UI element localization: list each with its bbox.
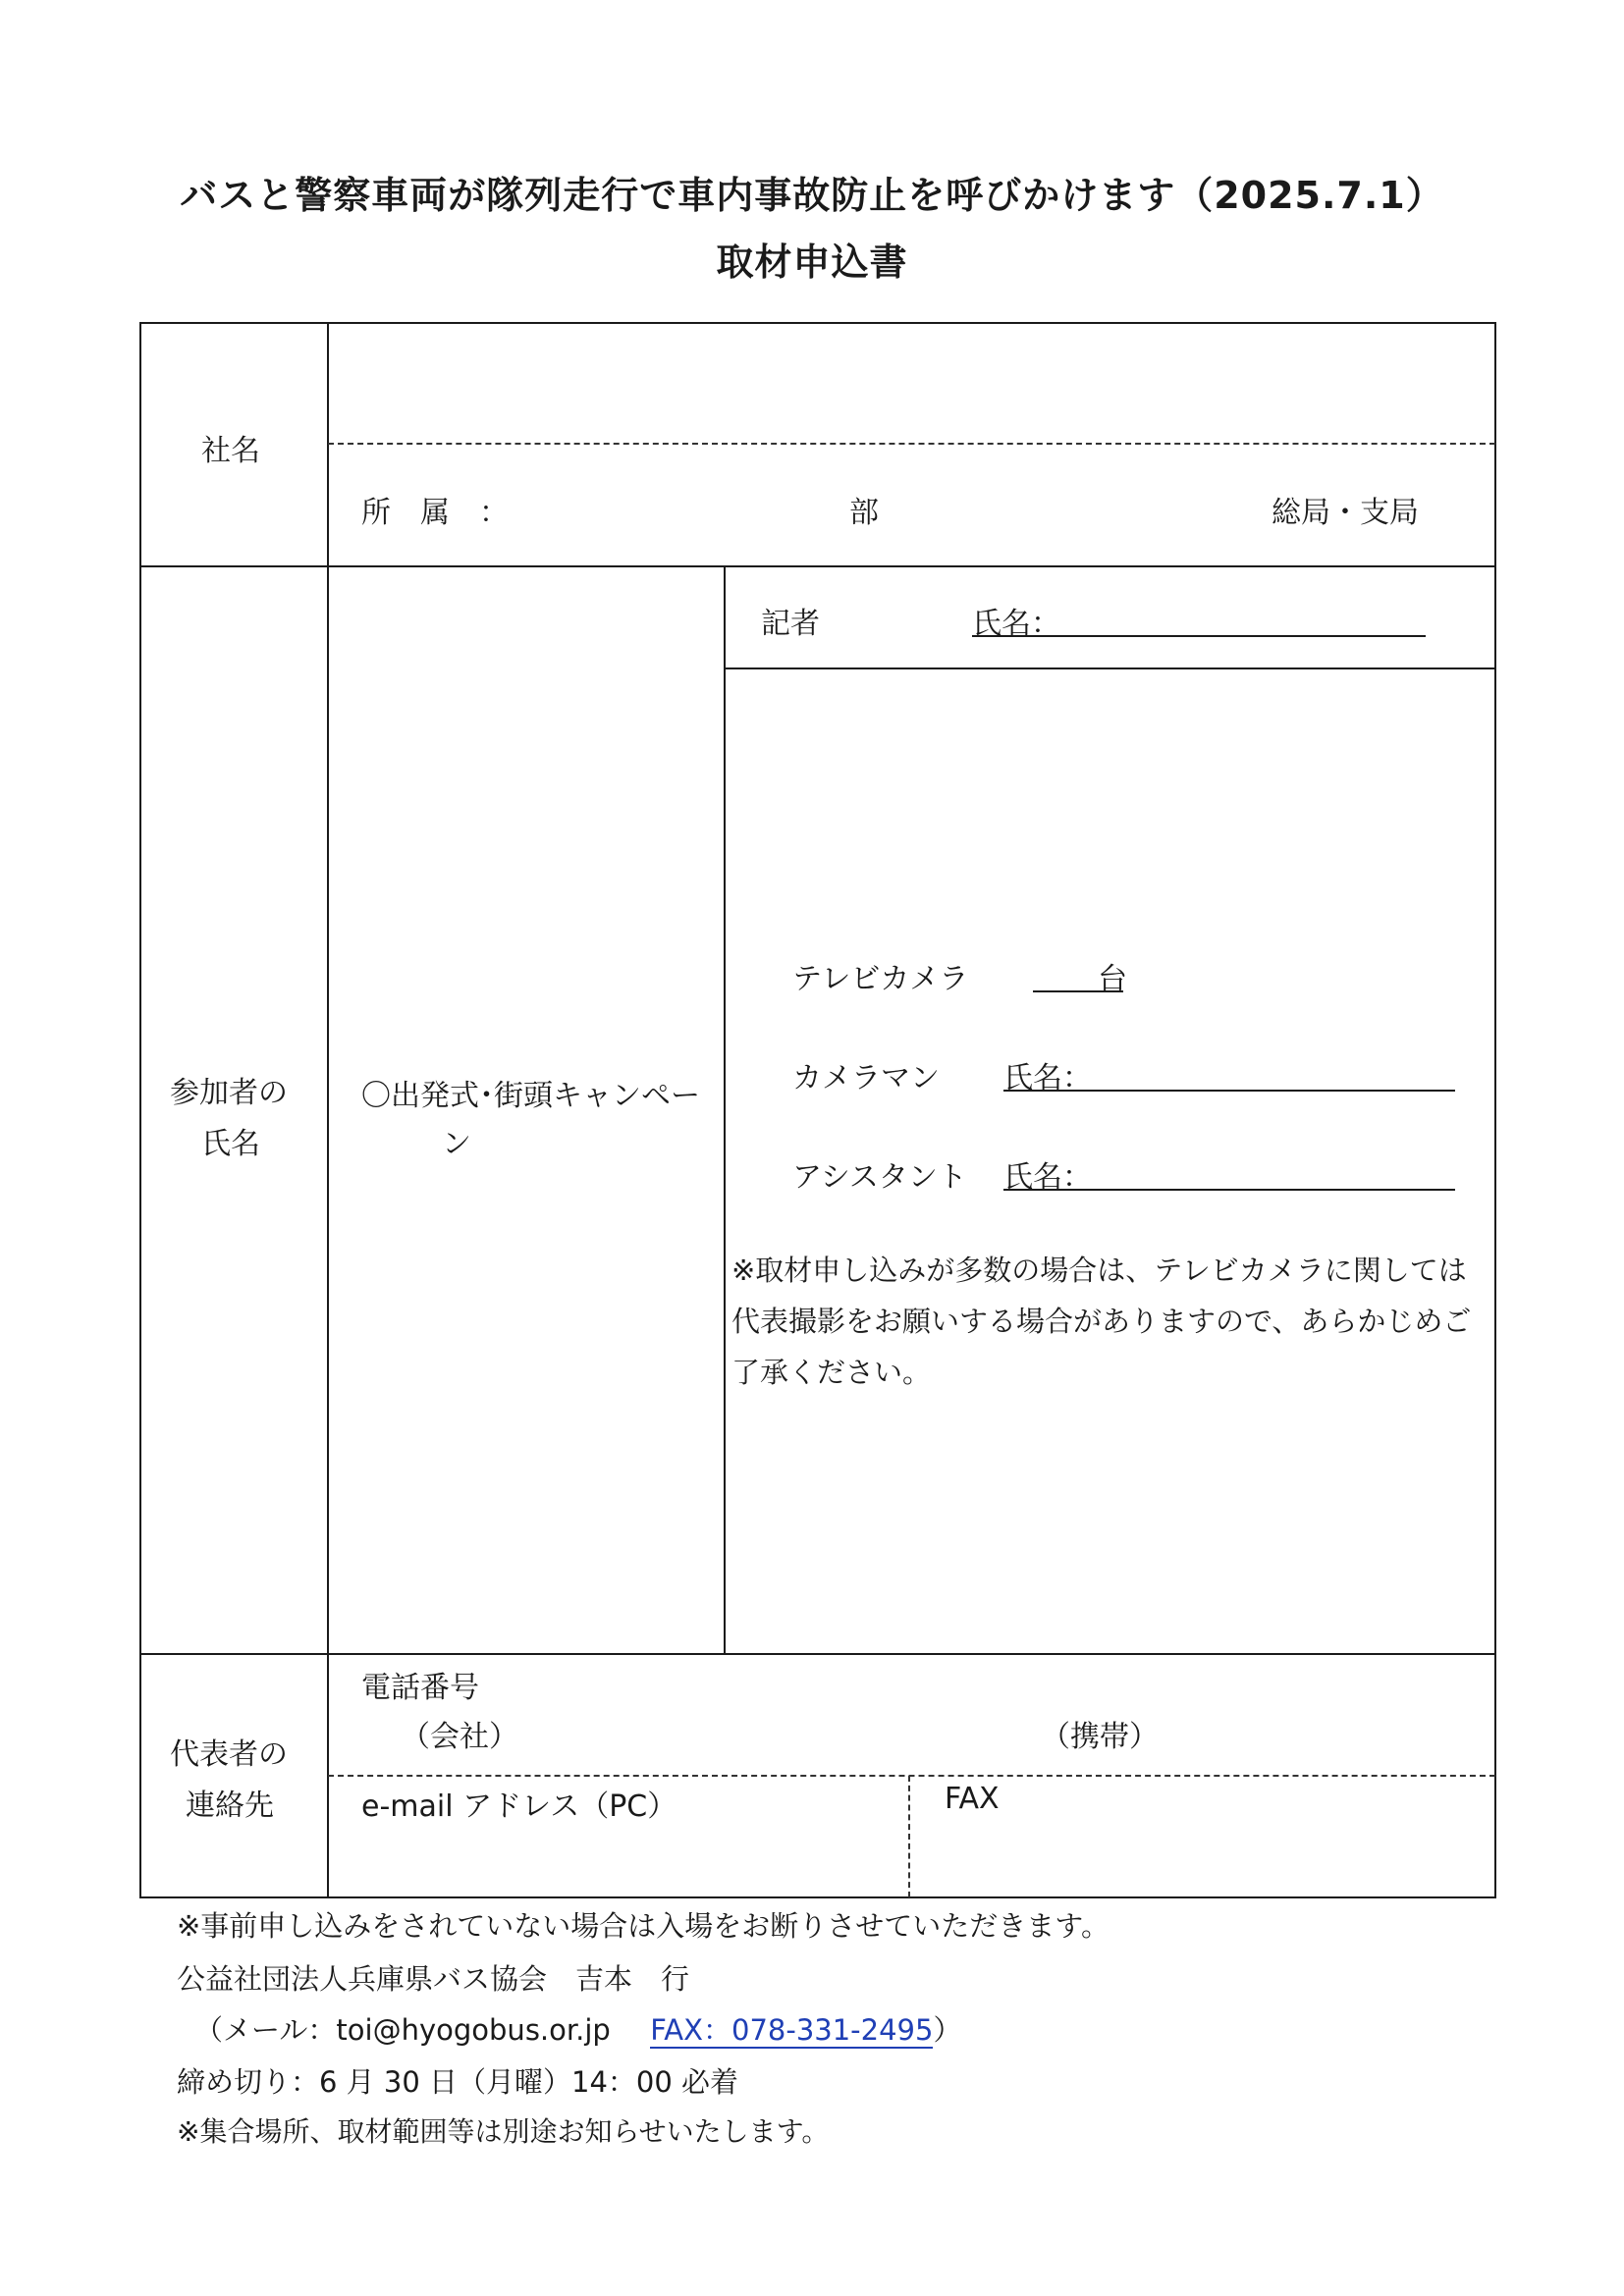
contact-label-line2: 連絡先 [186,1789,274,1823]
tv-camera-unit: 台 [1098,962,1127,996]
tv-camera-count-underline [1033,990,1123,992]
deadline-text: 締め切り：6 月 30 日（月曜）14：00 必着 [177,2065,739,2099]
cameraman-name-label: 氏名： [1003,1061,1092,1095]
event-name-line1: 〇出発式･街頭キャンペー [361,1079,700,1113]
email-fax-dashed-divider [908,1776,910,1897]
fax-label: FAX [945,1782,1000,1816]
reporter-name-underline [972,635,1426,637]
fax-number-link[interactable]: FAX：078-331-2495 [650,2013,934,2047]
cameraman-name-underline [1003,1090,1455,1092]
company-phone-label: （会社） [401,1720,518,1754]
company-dashed-divider [328,443,1495,445]
email-label: e-mail アドレス（PC） [361,1789,677,1824]
document-subtitle: 取材申込書 [716,240,908,284]
tv-camera-pool-note: ※取材申し込みが多数の場合は、テレビカメラに関しては代表撮影をお願いする場合がありますので、あらかじめご了承ください。 [731,1254,1472,1389]
assistant-label: アシスタント [792,1160,967,1195]
event-column-divider [724,565,726,1653]
assistant-name-underline [1003,1189,1455,1191]
reporter-label: 記者 [761,607,820,641]
contact-details [194,2008,961,2049]
contact-details-close: ） [933,2013,962,2047]
affiliation-label: 所 属 ： [361,496,509,530]
cameraman-label: カメラマン [792,1061,940,1095]
registration-notice: ※事前申し込みをされていない場合は入場をお断りさせていただきます。 [177,1909,1110,1943]
document-title: バスと警察車両が隊列走行で車内事故防止を呼びかけます（2025.7.1） [180,174,1444,217]
organization-contact: 公益社団法人兵庫県バス協会 吉本 行 [177,1962,690,1996]
contact-dashed-divider [328,1775,1495,1777]
phone-number-label: 電話番号 [361,1671,479,1705]
reporter-row-divider [725,667,1495,669]
contact-label-line1: 代表者の [170,1737,288,1772]
mobile-phone-label: （携帯） [1041,1720,1159,1754]
company-name-label: 社名 [201,434,260,468]
department-label: 部 [849,496,879,530]
event-name-line2: ン [442,1127,471,1161]
meeting-place-note: ※集合場所、取材範囲等は別途お知らせいたします。 [177,2115,830,2148]
email-address[interactable]: （メール：toi@hyogobus.or.jp [194,2013,611,2047]
tv-camera-label: テレビカメラ [792,962,969,996]
label-column-divider [327,323,329,1897]
row-divider-participants [140,1653,1495,1655]
reporter-name-label: 氏名： [972,607,1060,641]
participants-label-line2: 氏名 [201,1127,260,1161]
participants-label-line1: 参加者の [170,1076,288,1110]
form-border [139,322,1496,1898]
assistant-name-label: 氏名： [1003,1160,1092,1195]
bureau-label: 総局・支局 [1272,496,1419,530]
row-divider-company [140,565,1495,567]
